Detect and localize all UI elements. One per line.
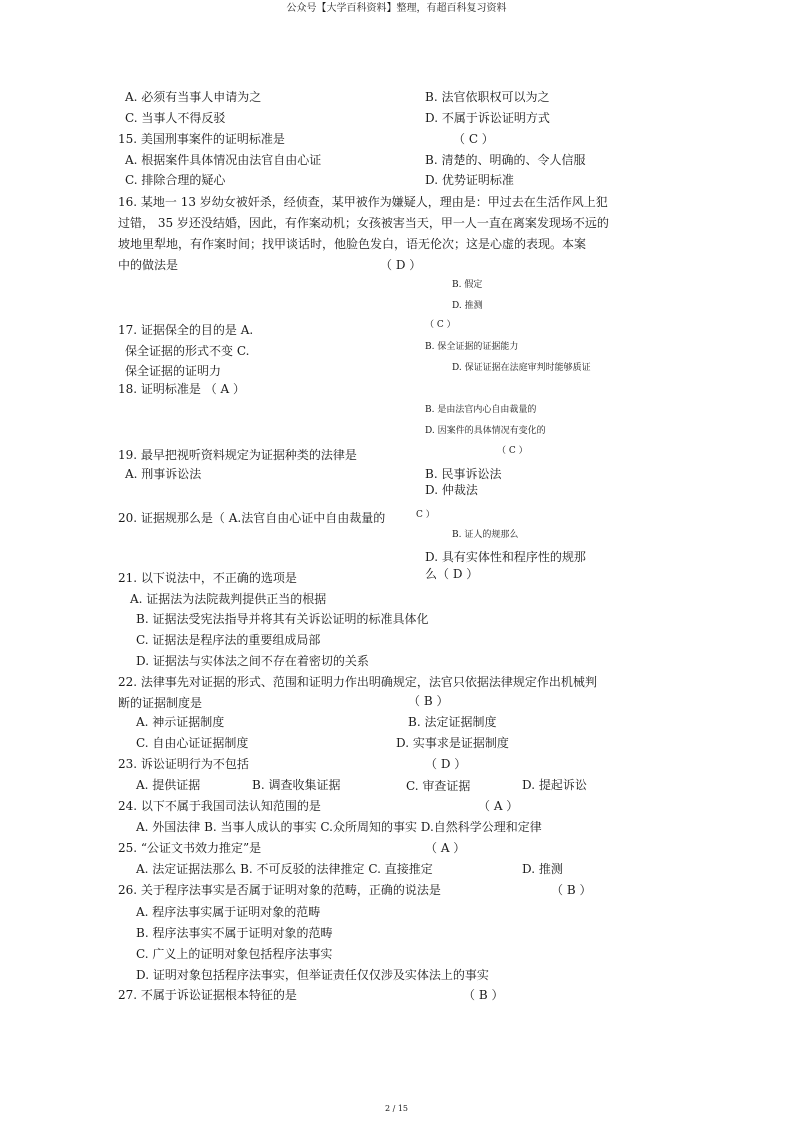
page-header: 公众号【大学百科资料】整理，有超百科复习资料 <box>286 3 507 14</box>
text-line: B. 民事诉讼法 <box>425 467 502 481</box>
text-line: D. 因案件的具体情况有变化的 <box>425 426 546 436</box>
text-line: 保全证据的证明力 <box>125 364 222 378</box>
text-line: A. 法定证据法那么 B. 不可反驳的法律推定 C. 直接推定 <box>136 862 433 876</box>
text-line: D. 推测 <box>452 301 483 311</box>
text-line: 17. 证据保全的目的是 A. <box>118 323 254 337</box>
text-line: A. 程序法事实属于证明对象的范畴 <box>136 905 321 919</box>
text-line: D. 提起诉讼 <box>522 778 587 792</box>
text-line: D. 保证证据在法庭审判时能够质证 <box>452 363 591 373</box>
text-line: 26. 关于程序法事实是否属于证明对象的范畴，正确的说法是 <box>118 883 441 897</box>
text-line: （ D ） <box>380 258 422 272</box>
text-line: A. 根据案件具体情况由法官自由心证 <box>125 153 322 167</box>
text-line: （ D ） <box>425 757 467 771</box>
text-line: A. 刑事诉讼法 <box>125 467 202 481</box>
text-line: B. 法官依职权可以为之 <box>425 90 550 104</box>
text-line: A. 必须有当事人申请为之 <box>125 90 262 104</box>
text-line: C. 证据法是程序法的重要组成局部 <box>136 633 321 647</box>
text-line: D. 优势证明标准 <box>425 173 514 187</box>
text-line: A. 外国法律 B. 当事人成认的事实 C.众所周知的事实 D.自然科学公理和定律 <box>136 820 542 834</box>
text-line: 断的证据制度是 <box>118 696 203 710</box>
text-line: B. 证据法受宪法指导并将其有关诉讼证明的标准具体化 <box>136 612 429 626</box>
text-line: 保全证据的形式不变 C. <box>125 344 250 358</box>
text-line: 坡地里犁地，有作案时间；找甲谈话时，他脸色发白，语无伦次；这是心虚的表现。本案 <box>118 237 587 251</box>
text-line: 21. 以下说法中，不正确的选项是 <box>118 571 297 585</box>
text-line: 过错， 35 岁还没结婚，因此，有作案动机；女孩被害当天，甲一人一直在离案发现场不远的 <box>118 216 609 230</box>
text-line: （ B ） <box>463 988 504 1002</box>
text-line: （ A ） <box>478 799 519 813</box>
text-line: C. 当事人不得反驳 <box>125 111 226 125</box>
text-line: （ C ） <box>453 132 494 146</box>
page-number: 2 / 15 <box>384 1104 409 1113</box>
text-line: D. 证据法与实体法之间不存在着密切的关系 <box>136 654 369 668</box>
text-line: D. 不属于诉讼证明方式 <box>425 111 550 125</box>
text-line: D. 实事求是证据制度 <box>396 736 509 750</box>
text-line: 19. 最早把视听资料规定为证据种类的法律是 <box>118 448 357 462</box>
text-line: （ B ） <box>551 883 592 897</box>
text-line: （ A ） <box>425 841 466 855</box>
text-line: D. 仲裁法 <box>425 483 478 497</box>
text-line: D. 证明对象包括程序法事实，但举证责任仅仅涉及实体法上的事实 <box>136 968 489 982</box>
text-line: B. 保全证据的证据能力 <box>425 342 519 352</box>
text-line: B. 是由法官内心自由裁量的 <box>425 405 537 415</box>
text-line: B. 清楚的、明确的、令人信服 <box>425 153 586 167</box>
text-line: C. 自由心证证据制度 <box>136 736 249 750</box>
text-line: 27. 不属于诉讼证据根本特征的是 <box>118 988 297 1002</box>
text-line: B. 程序法事实不属于证明对象的范畴 <box>136 926 333 940</box>
text-line: B. 法定证据制度 <box>408 715 497 729</box>
text-line: C. 审查证据 <box>406 779 471 793</box>
text-line: D. 推测 <box>522 862 563 876</box>
text-line: C ） <box>416 510 435 520</box>
text-line: 22. 法律事先对证据的形式、范围和证明力作出明确规定，法官只依据法律规定作出机械判 <box>118 675 597 689</box>
text-line: 15. 美国刑事案件的证明标准是 <box>118 132 285 146</box>
text-line: A. 证据法为法院裁判提供正当的根据 <box>130 592 327 606</box>
text-line: 16. 某地一 13 岁幼女被奸杀，经侦查，某甲被作为嫌疑人，理由是：甲过去在生活作风上犯 <box>118 195 608 209</box>
text-line: 23. 诉讼证明行为不包括 <box>118 757 249 771</box>
text-line: C. 排除合理的疑心 <box>125 173 226 187</box>
text-line: （ C ） <box>425 320 456 330</box>
text-line: 中的做法是 <box>118 258 179 272</box>
text-line: A. 提供证据 <box>136 778 201 792</box>
text-line: 20. 证据规那么是（ A.法官自由心证中自由裁量的 <box>118 511 386 525</box>
text-line: 么（ D ） <box>425 567 479 581</box>
text-line: B. 调查收集证据 <box>252 778 341 792</box>
text-line: B. 证人的规那么 <box>452 530 519 540</box>
text-line: 24. 以下不属于我国司法认知范围的是 <box>118 799 321 813</box>
text-line: （ B ） <box>408 694 449 708</box>
text-line: （ C ） <box>497 446 528 456</box>
text-line: 25. “公证文书效力推定”是 <box>118 841 262 855</box>
text-line: 18. 证明标准是 （ A ） <box>118 382 246 396</box>
text-line: D. 具有实体性和程序性的规那 <box>425 550 586 564</box>
text-line: B. 假定 <box>452 280 483 290</box>
text-line: A. 神示证据制度 <box>136 715 225 729</box>
text-line: C. 广义上的证明对象包括程序法事实 <box>136 947 333 961</box>
